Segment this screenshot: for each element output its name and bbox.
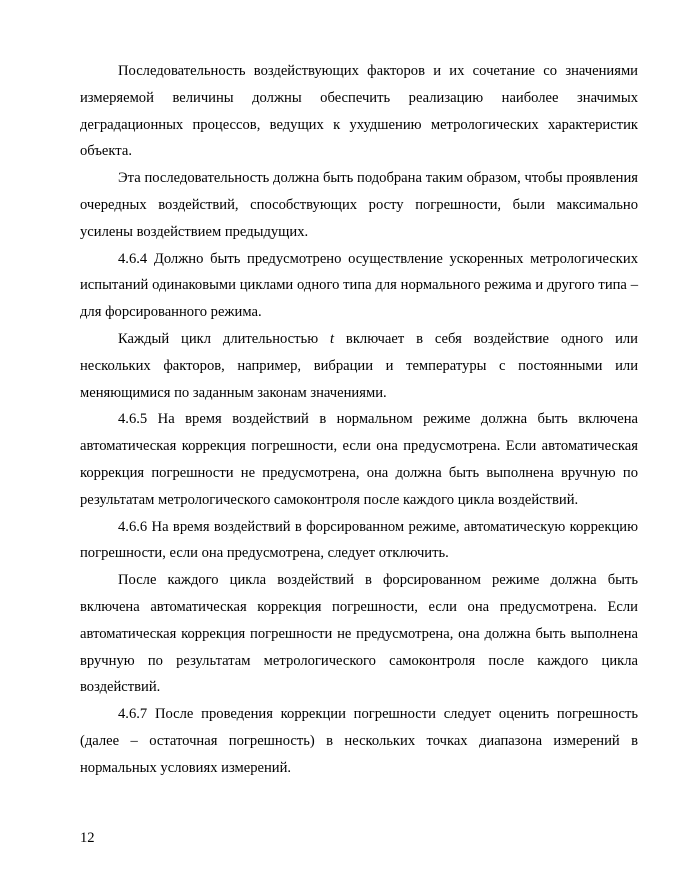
paragraph-cycle-duration xyxy=(80,326,638,406)
variable-t: t xyxy=(329,330,335,347)
page-number: 12 xyxy=(80,830,95,846)
paragraph-sequence-factors: Последовательность воздействующих факторов и их сочетание со значениями измеряемой величины должны обеспечить реализацию наиболее значимых деградационных процессов, ведущих к ухудшению метрологических характеристик объекта. xyxy=(80,63,638,160)
paragraph-4-6-5: 4.6.5 На время воздействий в нормальном режиме должна быть включена автоматическая коррекция погрешности, если она предусмотрена. Если автоматическая коррекция погрешности не предусмотрена, она должна быть выполнена вручную по результатам метрологического самоконтроля после каждого цикла воздействий. xyxy=(80,411,638,508)
paragraph-4-6-7: 4.6.7 После проведения коррекции погрешности следует оценить погрешность (далее – остаточная погрешность) в нескольких точках диапазона измерений в нормальных условиях измерений. xyxy=(80,706,638,776)
paragraph-4-6-6: 4.6.6 На время воздействий в форсированном режиме, автоматическую коррекцию погрешности, если она предусмотрена, следует отключить. xyxy=(80,518,638,562)
body-text xyxy=(80,58,638,782)
paragraph-4-6-4: 4.6.4 Должно быть предусмотрено осуществление ускоренных метрологических испытаний одинаковыми циклами одного типа для нормального режима и другого типа – для форсированного режима. xyxy=(80,250,638,321)
paragraph-after-cycle: После каждого цикла воздействий в форсированном режиме должна быть включена автоматическая коррекция погрешности, если она предусмотрена. Если автоматическая коррекция погрешности не предусмотрена, она должна быть выполнена вручную по результатам метрологического самоконтроля после каждого цикла воздействий. xyxy=(80,572,638,696)
paragraph-cycle-duration-start: Каждый цикл длительностью xyxy=(118,330,330,347)
paragraph-cycle-duration-end: включает в себя воздействие одного или нескольких факторов, например, вибрации и температуры с постоянными или меняющимися по заданным законам значениями. xyxy=(80,330,638,401)
paragraph-sequence-selection: Эта последовательность должна быть подобрана таким образом, чтобы проявления очередных воздействий, способствующих росту погрешности, были максимально усилены воздействием предыдущих. xyxy=(80,170,638,240)
